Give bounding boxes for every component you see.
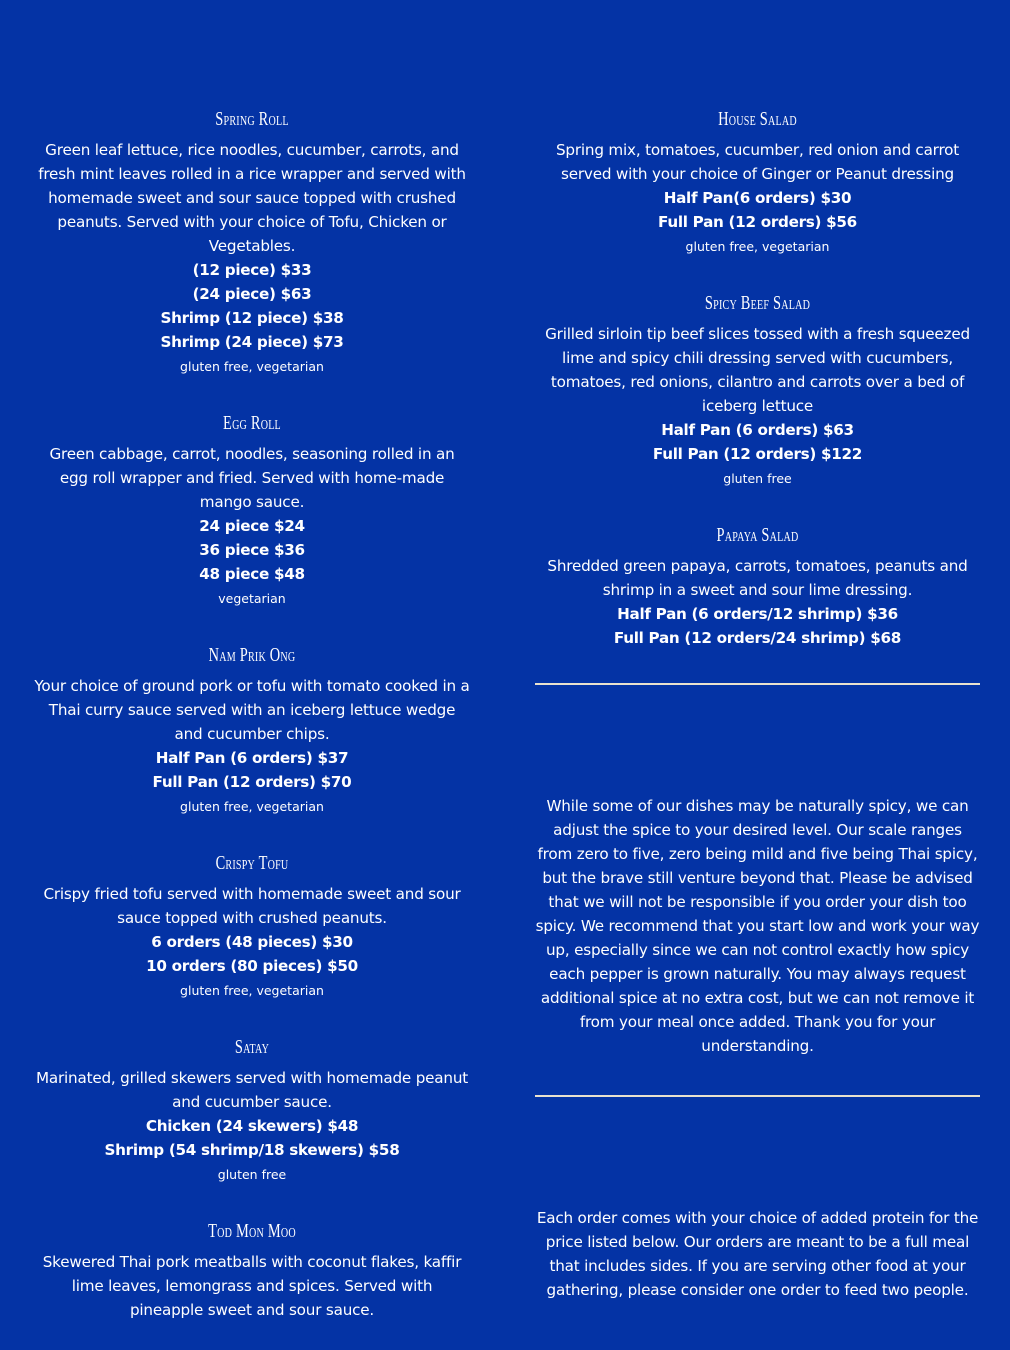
item-price: 10 orders (80 pieces) $50: [146, 957, 358, 975]
menu-item-papaya-salad: [535, 520, 980, 650]
item-price: Half Pan(6 orders) $30: [663, 189, 852, 207]
item-description: Marinated, grilled skewers served with homemade peanut and cucumber sauce.: [35, 1069, 469, 1111]
item-price: Shrimp (54 shrimp/18 skewers) $58: [104, 1141, 400, 1159]
item-price: Full Pan (12 orders) $70: [152, 773, 352, 791]
item-title: Tod Mon Moo: [208, 1220, 296, 1242]
item-description: Green cabbage, carrot, noodles, seasoning rolled in an egg roll wrapper and fried. Served with home-made mango sauce.: [49, 445, 455, 511]
item-tags: gluten free: [217, 1167, 287, 1182]
item-price: 48 piece $48: [199, 565, 305, 583]
item-title: Papaya Salad: [716, 524, 799, 546]
item-price: Full Pan (12 orders) $122: [652, 445, 863, 463]
item-price: Full Pan (12 orders) $56: [658, 213, 857, 231]
item-description: Shredded green papaya, carrots, tomatoes, peanuts and shrimp in a sweet and sour lime dressing.: [547, 557, 968, 599]
item-title: Satay: [234, 1036, 270, 1058]
menu-item-crispy-tofu: [30, 848, 474, 1004]
item-price: Shrimp (24 piece) $73: [160, 333, 344, 351]
item-price: 36 piece $36: [199, 541, 305, 559]
item-tags: gluten free: [723, 471, 792, 486]
menu-item-nam-prik-ong: [30, 640, 474, 820]
spice-level-note: While some of our dishes may be naturally spicy, we can adjust the spice to your desired level. Our scale ranges from zero to five, zero being mild and five being Thai spicy, but the brave still venture beyond that. Please be advised that we will not be responsible if you order your dish too spicy. We recommend that you start low and work your way up, especially since we can not control exactly how spicy each pepper is grown naturally. You may always request additional spice at no extra cost, but we can not remove it from your meal once added. Thank you for your understanding.: [535, 797, 980, 1055]
item-title: Nam Prik Ong: [208, 644, 296, 666]
item-tags: vegetarian: [218, 591, 286, 606]
protein-note: Each order comes with your choice of added protein for the price listed below. Our orders are meant to be a full meal that includes sides. If you are serving other food at your gathering, please consider one order to feed two people.: [536, 1209, 979, 1299]
menu-column-left: [30, 104, 474, 1350]
item-tags: gluten free, vegetarian: [180, 799, 324, 814]
item-title: Egg Roll: [223, 412, 281, 434]
item-description: Skewered Thai pork meatballs with coconut flakes, kaffir lime leaves, lemongrass and spices. Served with pineapple sweet and sour sauce.: [42, 1253, 462, 1319]
item-title: Crispy Tofu: [215, 852, 289, 874]
menu-item-egg-roll: [30, 408, 474, 612]
item-price: 24 piece $24: [199, 517, 305, 535]
item-tags: gluten free, vegetarian: [180, 983, 324, 998]
item-title: Spicy Beef Salad: [704, 292, 811, 314]
item-price: Full Pan (12 orders/24 shrimp) $68: [613, 629, 902, 647]
menu-item-spring-roll: [30, 104, 474, 380]
menu-item-house-salad: [535, 104, 980, 260]
item-price: Chicken (24 skewers) $48: [145, 1117, 359, 1135]
item-description: Your choice of ground pork or tofu with tomato cooked in a Thai curry sauce served with an iceberg lettuce wedge and cucumber chips.: [34, 677, 470, 743]
item-description: Spring mix, tomatoes, cucumber, red onion and carrot served with your choice of Ginger or Peanut dressing: [555, 141, 960, 183]
section-divider: [535, 683, 980, 685]
item-tags: gluten free, vegetarian: [685, 239, 830, 254]
menu-item-tod-mon-moo: [30, 1216, 474, 1322]
item-description: Grilled sirloin tip beef slices tossed with a fresh squeezed lime and spicy chili dressing served with cucumbers, tomatoes, red onions, cilantro and carrots over a bed of iceberg lettuce: [545, 325, 970, 415]
item-price: 6 orders (48 pieces) $30: [151, 933, 353, 951]
section-divider: [535, 1095, 980, 1097]
item-price: Half Pan (6 orders) $63: [661, 421, 854, 439]
item-tags: gluten free, vegetarian: [180, 359, 324, 374]
item-price: Half Pan (6 orders) $37: [155, 749, 349, 767]
menu-column-right: [535, 104, 980, 688]
item-title: Spring Roll: [215, 108, 289, 130]
item-price: Half Pan (6 orders/12 shrimp) $36: [617, 605, 898, 623]
menu-item-spicy-beef-salad: [535, 288, 980, 492]
item-description: Green leaf lettuce, rice noodles, cucumber, carrots, and fresh mint leaves rolled in a rice wrapper and served with homemade sweet and sour sauce topped with crushed peanuts. Served with your choice of Tofu, Chicken or Vegetables.: [38, 141, 466, 255]
item-title: House Salad: [718, 108, 797, 130]
item-price: (24 piece) $63: [192, 285, 312, 303]
menu-item-satay: [30, 1032, 474, 1188]
item-price: (12 piece) $33: [192, 261, 312, 279]
item-price: Shrimp (12 piece) $38: [160, 309, 344, 327]
item-description: Crispy fried tofu served with homemade sweet and sour sauce topped with crushed peanuts.: [43, 885, 461, 927]
